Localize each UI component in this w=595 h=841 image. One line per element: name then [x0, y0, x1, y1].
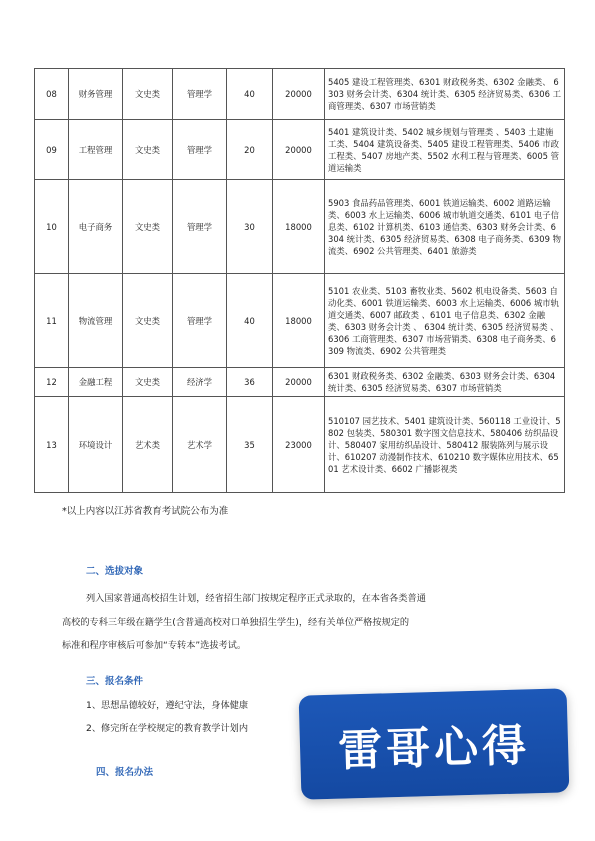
tuition-fee-cell: 18000 — [273, 274, 325, 368]
section-targets-line-1: 列入国家普通高校招生计划，经省招生部门按规定程序正式录取的，在本省各类普通 — [86, 593, 426, 604]
discipline-cell: 管理学 — [173, 180, 227, 274]
plan-count-cell: 40 — [227, 69, 273, 120]
plan-count-cell: 30 — [227, 180, 273, 274]
major-name-cell: 电子商务 — [69, 180, 123, 274]
eligible-majors-cell: 510107 园艺技术、5401 建筑设计类、560118 工业设计、5802 包装类、580301 数字图文信息技术、580406 纺织品设计、580407 家用纺织品设计、580412 服装陈列与展示设计、610207 动漫制作技术、610210 数字媒体应用技术、6501 艺术设计类、6602 广播影视类 — [325, 397, 565, 493]
row-number-cell: 08 — [35, 69, 69, 120]
exam-category-cell: 文史类 — [123, 274, 173, 368]
exam-category-cell: 文史类 — [123, 180, 173, 274]
major-name-cell: 财务管理 — [69, 69, 123, 120]
plan-count-cell: 40 — [227, 274, 273, 368]
eligible-majors-cell: 5405 建设工程管理类、6301 财政税务类、6302 金融类、 6303 财务会计类、6304 统计类、6305 经济贸易类、6306 工商管理类、6307 市场营销类 — [325, 69, 565, 120]
discipline-cell: 艺术学 — [173, 397, 227, 493]
exam-category-cell: 文史类 — [123, 69, 173, 120]
plan-count-cell: 35 — [227, 397, 273, 493]
condition-item-1: 1、思想品德较好，遵纪守法，身体健康 — [86, 700, 249, 711]
discipline-cell: 管理学 — [173, 274, 227, 368]
watermark-logo — [299, 688, 570, 799]
eligible-majors-cell: 5401 建筑设计类、5402 城乡规划与管理类 、5403 土建施工类、5404 建筑设备类、5405 建设工程管理类、5406 市政工程类、5407 房地产类、5502 水利工程与管理类、6005 管道运输类 — [325, 120, 565, 180]
section-targets-line-2: 高校的专科三年级在籍学生(含普通高校对口单独招生学生)，经有关单位严格按规定的 — [62, 617, 410, 628]
table-row — [35, 397, 565, 493]
row-number-cell: 13 — [35, 397, 69, 493]
table-row — [35, 368, 565, 397]
row-number-cell: 11 — [35, 274, 69, 368]
row-number-cell: 10 — [35, 180, 69, 274]
section-heading-method: 四、报名办法 — [96, 767, 154, 778]
table-row — [35, 69, 565, 120]
discipline-cell: 管理学 — [173, 120, 227, 180]
exam-category-cell: 艺术类 — [123, 397, 173, 493]
tuition-fee-cell: 20000 — [273, 69, 325, 120]
condition-item-2: 2、修完所在学校规定的教育教学计划内 — [86, 723, 249, 734]
majors-table — [34, 68, 565, 493]
watermark-text: 雷哥心得 — [337, 720, 531, 777]
exam-category-cell: 文史类 — [123, 120, 173, 180]
major-name-cell: 金融工程 — [69, 368, 123, 397]
section-heading-conditions: 三、报名条件 — [86, 676, 144, 687]
row-number-cell: 09 — [35, 120, 69, 180]
plan-count-cell: 20 — [227, 120, 273, 180]
major-name-cell: 环境设计 — [69, 397, 123, 493]
section-targets-line-3: 标准和程序审核后可参加“专转本”选拔考试。 — [62, 640, 247, 651]
discipline-cell: 管理学 — [173, 69, 227, 120]
table-row — [35, 120, 565, 180]
tuition-fee-cell: 20000 — [273, 120, 325, 180]
eligible-majors-cell: 6301 财政税务类、6302 金融类、6303 财务会计类、6304 统计类、6305 经济贸易类、6307 市场营销类 — [325, 368, 565, 397]
plan-count-cell: 36 — [227, 368, 273, 397]
eligible-majors-cell: 5903 食品药品管理类、6001 铁道运输类、6002 道路运输类、6003 水上运输类、6006 城市轨道交通类、6101 电子信息类、6102 计算机类、6103 通信类、6303 财务会计类、6304 统计类、6305 经济贸易类、6308 电子商务类、6309 物流类、6902 公共管理类、6401 旅游类 — [325, 180, 565, 274]
tuition-fee-cell: 20000 — [273, 368, 325, 397]
exam-category-cell: 文史类 — [123, 368, 173, 397]
major-name-cell: 物流管理 — [69, 274, 123, 368]
table-row — [35, 180, 565, 274]
discipline-cell: 经济学 — [173, 368, 227, 397]
major-name-cell: 工程管理 — [69, 120, 123, 180]
section-heading-targets: 二、选拔对象 — [86, 566, 144, 577]
tuition-fee-cell: 18000 — [273, 180, 325, 274]
footnote: *以上内容以江苏省教育考试院公布为准 — [62, 506, 229, 517]
majors-table-body — [35, 69, 565, 493]
row-number-cell: 12 — [35, 368, 69, 397]
eligible-majors-cell: 5101 农业类、5103 畜牧业类、5602 机电设备类、5603 自动化类、6001 铁道运输类、6003 水上运输类、6006 城市轨道交通类、6007 邮政类 、6101 电子信息类、6302 金融类、6303 财务会计类 、 6304 统计类、6305 经济贸易类 、6306 工商管理类、6307 市场营销类、6308 电子商务类、6309 物流类、6902 公共管理类 — [325, 274, 565, 368]
table-row — [35, 274, 565, 368]
tuition-fee-cell: 23000 — [273, 397, 325, 493]
